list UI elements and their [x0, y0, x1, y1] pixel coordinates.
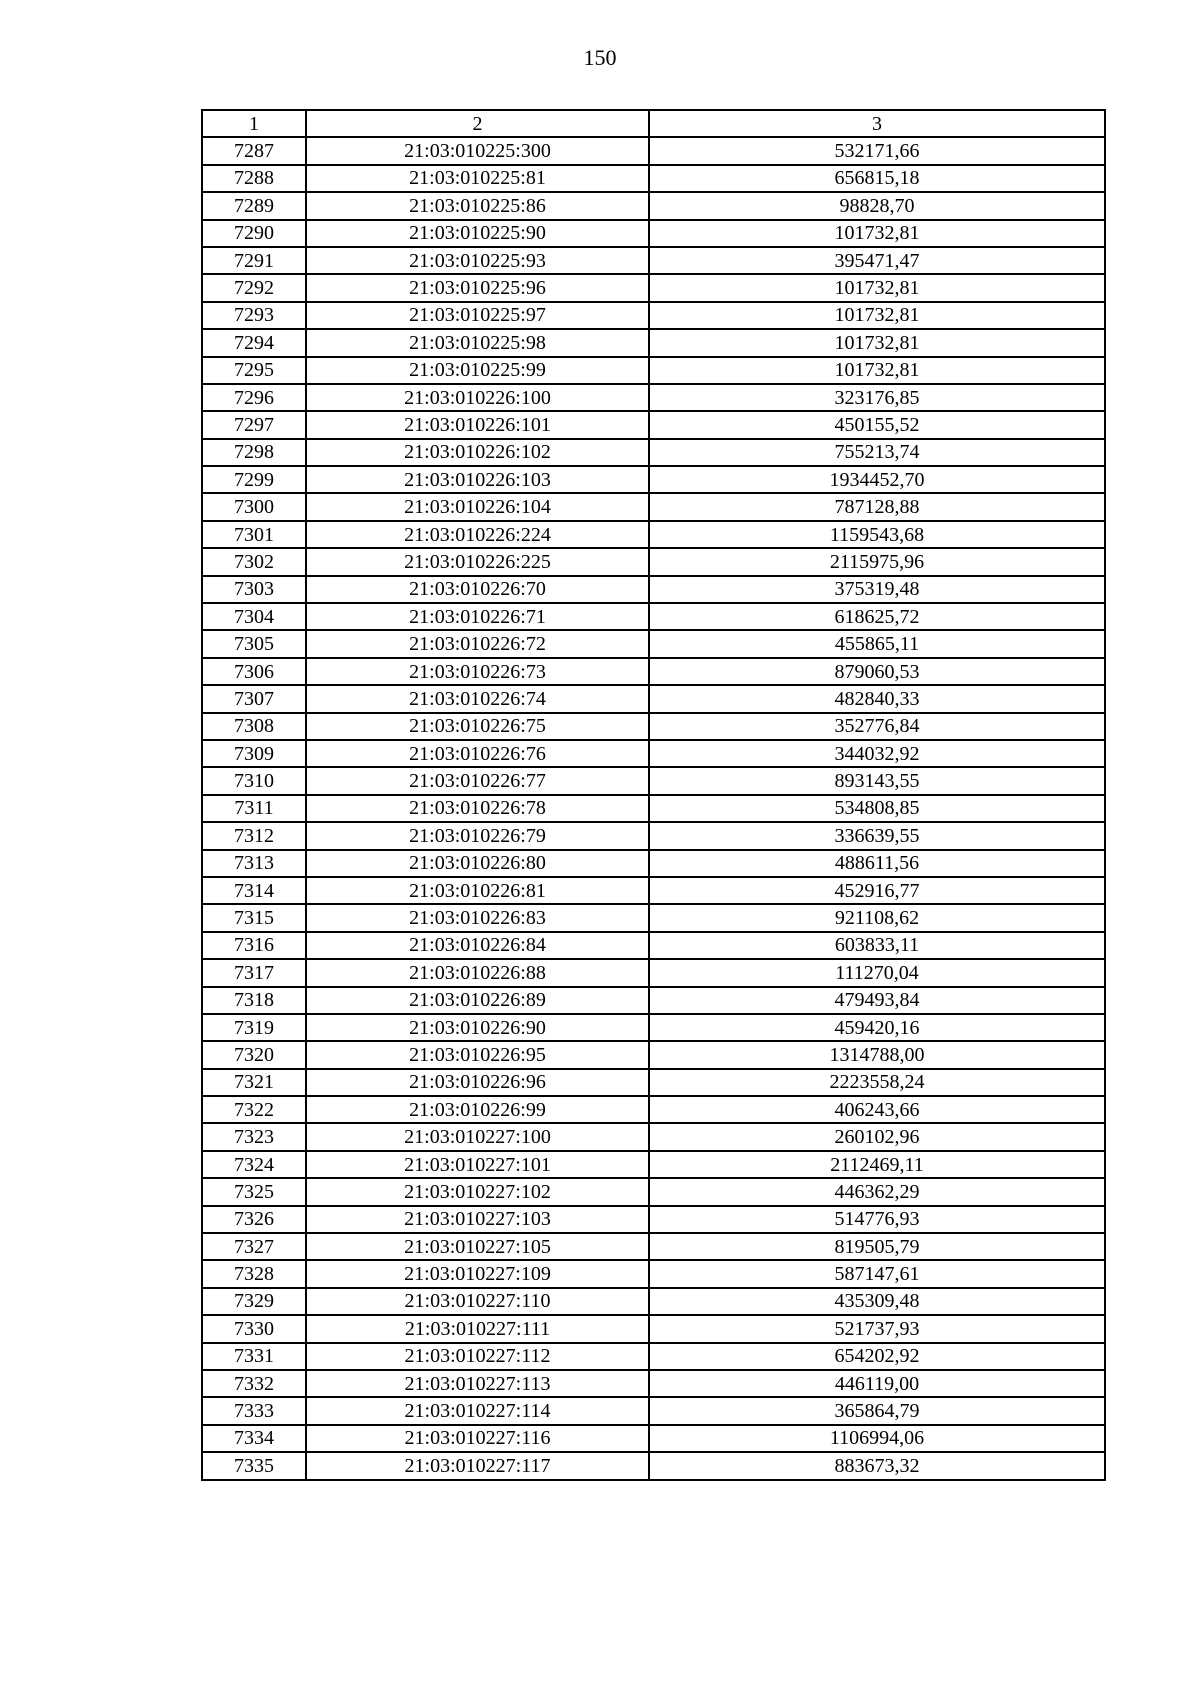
- row-number-cell: 7305: [202, 630, 306, 657]
- table-row: [202, 192, 1105, 219]
- value-cell: 101732,81: [649, 274, 1105, 301]
- table-row: [202, 959, 1105, 986]
- cadastral-number-cell: 21:03:010227:117: [306, 1452, 649, 1479]
- row-number-cell: 7303: [202, 576, 306, 603]
- table-row: [202, 904, 1105, 931]
- table-row: [202, 1151, 1105, 1178]
- table-row: [202, 1425, 1105, 1452]
- cadastral-number-cell: 21:03:010226:77: [306, 767, 649, 794]
- row-number-cell: 7328: [202, 1260, 306, 1287]
- row-number-cell: 7327: [202, 1233, 306, 1260]
- value-cell: 435309,48: [649, 1288, 1105, 1315]
- row-number-cell: 7326: [202, 1206, 306, 1233]
- value-cell: 101732,81: [649, 357, 1105, 384]
- value-cell: 101732,81: [649, 302, 1105, 329]
- cadastral-number-cell: 21:03:010226:104: [306, 493, 649, 520]
- cadastral-number-cell: 21:03:010226:84: [306, 932, 649, 959]
- cadastral-number-cell: 21:03:010226:80: [306, 850, 649, 877]
- cadastral-number-cell: 21:03:010226:103: [306, 466, 649, 493]
- table-row: [202, 658, 1105, 685]
- page-number: 150: [583, 45, 617, 70]
- cadastral-number-cell: 21:03:010226:224: [306, 521, 649, 548]
- value-cell: 521737,93: [649, 1315, 1105, 1342]
- cadastral-number-cell: 21:03:010227:101: [306, 1151, 649, 1178]
- cadastral-number-cell: 21:03:010225:81: [306, 165, 649, 192]
- value-cell: 365864,79: [649, 1397, 1105, 1424]
- value-cell: 352776,84: [649, 713, 1105, 740]
- cadastral-number-cell: 21:03:010226:71: [306, 603, 649, 630]
- row-number-cell: 7335: [202, 1452, 306, 1479]
- table-row: [202, 932, 1105, 959]
- cadastral-number-cell: 21:03:010227:100: [306, 1123, 649, 1150]
- value-cell: 488611,56: [649, 850, 1105, 877]
- row-number-cell: 7293: [202, 302, 306, 329]
- cadastral-number-cell: 21:03:010226:79: [306, 822, 649, 849]
- cadastral-number-cell: 21:03:010226:81: [306, 877, 649, 904]
- value-cell: 395471,47: [649, 247, 1105, 274]
- value-cell: 883673,32: [649, 1452, 1105, 1479]
- value-cell: 656815,18: [649, 165, 1105, 192]
- cadastral-number-cell: 21:03:010227:113: [306, 1370, 649, 1397]
- table-row: [202, 1288, 1105, 1315]
- table-row: [202, 247, 1105, 274]
- value-cell: 654202,92: [649, 1343, 1105, 1370]
- row-number-cell: 7298: [202, 439, 306, 466]
- table-row: [202, 274, 1105, 301]
- value-cell: 1106994,06: [649, 1425, 1105, 1452]
- cadastral-number-cell: 21:03:010226:225: [306, 548, 649, 575]
- cadastral-number-cell: 21:03:010226:76: [306, 740, 649, 767]
- table-row: [202, 685, 1105, 712]
- cadastral-number-cell: 21:03:010226:100: [306, 384, 649, 411]
- row-number-cell: 7287: [202, 137, 306, 164]
- table-row: [202, 165, 1105, 192]
- table-row: [202, 411, 1105, 438]
- table-row: [202, 987, 1105, 1014]
- cadastral-number-cell: 21:03:010226:70: [306, 576, 649, 603]
- value-cell: 2115975,96: [649, 548, 1105, 575]
- cadastral-number-cell: 21:03:010225:93: [306, 247, 649, 274]
- row-number-cell: 7334: [202, 1425, 306, 1452]
- row-number-cell: 7295: [202, 357, 306, 384]
- value-cell: 323176,85: [649, 384, 1105, 411]
- row-number-cell: 7330: [202, 1315, 306, 1342]
- cadastral-number-cell: 21:03:010225:97: [306, 302, 649, 329]
- table-row: [202, 713, 1105, 740]
- row-number-cell: 7300: [202, 493, 306, 520]
- table-row: [202, 1233, 1105, 1260]
- value-cell: 603833,11: [649, 932, 1105, 959]
- value-cell: 755213,74: [649, 439, 1105, 466]
- row-number-cell: 7304: [202, 603, 306, 630]
- column-header-1: 1: [202, 110, 306, 137]
- table-row: [202, 576, 1105, 603]
- value-cell: 375319,48: [649, 576, 1105, 603]
- value-cell: 618625,72: [649, 603, 1105, 630]
- table-row: [202, 1069, 1105, 1096]
- cadastral-number-cell: 21:03:010227:103: [306, 1206, 649, 1233]
- cadastral-number-cell: 21:03:010225:300: [306, 137, 649, 164]
- cadastral-number-cell: 21:03:010227:105: [306, 1233, 649, 1260]
- value-cell: 819505,79: [649, 1233, 1105, 1260]
- table-row: [202, 1123, 1105, 1150]
- cadastral-number-cell: 21:03:010227:109: [306, 1260, 649, 1287]
- cadastral-number-cell: 21:03:010226:73: [306, 658, 649, 685]
- value-cell: 406243,66: [649, 1096, 1105, 1123]
- row-number-cell: 7317: [202, 959, 306, 986]
- table-row: [202, 384, 1105, 411]
- row-number-cell: 7296: [202, 384, 306, 411]
- table-row: [202, 1260, 1105, 1287]
- row-number-cell: 7324: [202, 1151, 306, 1178]
- row-number-cell: 7316: [202, 932, 306, 959]
- table-row: [202, 493, 1105, 520]
- cadastral-number-cell: 21:03:010227:102: [306, 1178, 649, 1205]
- row-number-cell: 7302: [202, 548, 306, 575]
- value-cell: 455865,11: [649, 630, 1105, 657]
- value-cell: 459420,16: [649, 1014, 1105, 1041]
- table-row: [202, 329, 1105, 356]
- value-cell: 587147,61: [649, 1260, 1105, 1287]
- table-row: [202, 850, 1105, 877]
- table-row: [202, 521, 1105, 548]
- table-row: [202, 1452, 1105, 1479]
- row-number-cell: 7289: [202, 192, 306, 219]
- row-number-cell: 7288: [202, 165, 306, 192]
- cadastral-number-cell: 21:03:010226:96: [306, 1069, 649, 1096]
- row-number-cell: 7315: [202, 904, 306, 931]
- table-header: [202, 110, 1105, 137]
- row-number-cell: 7291: [202, 247, 306, 274]
- table-row: [202, 466, 1105, 493]
- value-cell: 2223558,24: [649, 1069, 1105, 1096]
- cadastral-number-cell: 21:03:010226:89: [306, 987, 649, 1014]
- table-row: [202, 822, 1105, 849]
- value-cell: 879060,53: [649, 658, 1105, 685]
- cadastral-number-cell: 21:03:010226:75: [306, 713, 649, 740]
- row-number-cell: 7320: [202, 1041, 306, 1068]
- cadastral-number-cell: 21:03:010226:102: [306, 439, 649, 466]
- value-cell: 893143,55: [649, 767, 1105, 794]
- column-header-3: 3: [649, 110, 1105, 137]
- table-row: [202, 1096, 1105, 1123]
- table-row: [202, 1397, 1105, 1424]
- cadastral-number-cell: 21:03:010227:116: [306, 1425, 649, 1452]
- row-number-cell: 7312: [202, 822, 306, 849]
- value-cell: 336639,55: [649, 822, 1105, 849]
- value-cell: 344032,92: [649, 740, 1105, 767]
- row-number-cell: 7309: [202, 740, 306, 767]
- row-number-cell: 7313: [202, 850, 306, 877]
- cadastral-number-cell: 21:03:010225:98: [306, 329, 649, 356]
- row-number-cell: 7331: [202, 1343, 306, 1370]
- data-table: [201, 109, 1106, 1481]
- cadastral-number-cell: 21:03:010226:95: [306, 1041, 649, 1068]
- table-body: [202, 137, 1105, 1479]
- row-number-cell: 7292: [202, 274, 306, 301]
- table-row: [202, 795, 1105, 822]
- row-number-cell: 7306: [202, 658, 306, 685]
- table-row: [202, 137, 1105, 164]
- value-cell: 111270,04: [649, 959, 1105, 986]
- value-cell: 450155,52: [649, 411, 1105, 438]
- table-row: [202, 548, 1105, 575]
- value-cell: 479493,84: [649, 987, 1105, 1014]
- value-cell: 101732,81: [649, 220, 1105, 247]
- cadastral-number-cell: 21:03:010225:96: [306, 274, 649, 301]
- table-row: [202, 439, 1105, 466]
- value-cell: 482840,33: [649, 685, 1105, 712]
- row-number-cell: 7325: [202, 1178, 306, 1205]
- value-cell: 446362,29: [649, 1178, 1105, 1205]
- value-cell: 260102,96: [649, 1123, 1105, 1150]
- cadastral-number-cell: 21:03:010227:112: [306, 1343, 649, 1370]
- value-cell: 787128,88: [649, 493, 1105, 520]
- row-number-cell: 7308: [202, 713, 306, 740]
- value-cell: 921108,62: [649, 904, 1105, 931]
- row-number-cell: 7318: [202, 987, 306, 1014]
- row-number-cell: 7297: [202, 411, 306, 438]
- table-row: [202, 603, 1105, 630]
- cadastral-number-cell: 21:03:010226:90: [306, 1014, 649, 1041]
- value-cell: 101732,81: [649, 329, 1105, 356]
- cadastral-number-cell: 21:03:010226:72: [306, 630, 649, 657]
- row-number-cell: 7307: [202, 685, 306, 712]
- table-row: [202, 1178, 1105, 1205]
- row-number-cell: 7314: [202, 877, 306, 904]
- cadastral-number-cell: 21:03:010225:90: [306, 220, 649, 247]
- table-row: [202, 357, 1105, 384]
- table-row: [202, 877, 1105, 904]
- row-number-cell: 7294: [202, 329, 306, 356]
- cadastral-number-cell: 21:03:010227:111: [306, 1315, 649, 1342]
- table-row: [202, 1370, 1105, 1397]
- row-number-cell: 7323: [202, 1123, 306, 1150]
- table-row: [202, 1041, 1105, 1068]
- cadastral-number-cell: 21:03:010226:99: [306, 1096, 649, 1123]
- row-number-cell: 7332: [202, 1370, 306, 1397]
- header-row: [202, 110, 1105, 137]
- table-row: [202, 740, 1105, 767]
- cadastral-number-cell: 21:03:010227:110: [306, 1288, 649, 1315]
- cadastral-number-cell: 21:03:010226:88: [306, 959, 649, 986]
- cadastral-number-cell: 21:03:010225:99: [306, 357, 649, 384]
- value-cell: 1159543,68: [649, 521, 1105, 548]
- row-number-cell: 7322: [202, 1096, 306, 1123]
- table-row: [202, 630, 1105, 657]
- value-cell: 534808,85: [649, 795, 1105, 822]
- value-cell: 446119,00: [649, 1370, 1105, 1397]
- cadastral-number-cell: 21:03:010226:101: [306, 411, 649, 438]
- table-row: [202, 302, 1105, 329]
- table-row: [202, 1343, 1105, 1370]
- value-cell: 452916,77: [649, 877, 1105, 904]
- row-number-cell: 7329: [202, 1288, 306, 1315]
- cadastral-number-cell: 21:03:010225:86: [306, 192, 649, 219]
- table-row: [202, 1014, 1105, 1041]
- value-cell: 98828,70: [649, 192, 1105, 219]
- table-row: [202, 1315, 1105, 1342]
- table-row: [202, 767, 1105, 794]
- table-row: [202, 1206, 1105, 1233]
- column-header-2: 2: [306, 110, 649, 137]
- row-number-cell: 7299: [202, 466, 306, 493]
- cadastral-number-cell: 21:03:010226:78: [306, 795, 649, 822]
- row-number-cell: 7310: [202, 767, 306, 794]
- row-number-cell: 7319: [202, 1014, 306, 1041]
- value-cell: 532171,66: [649, 137, 1105, 164]
- row-number-cell: 7290: [202, 220, 306, 247]
- cadastral-number-cell: 21:03:010226:83: [306, 904, 649, 931]
- value-cell: 1314788,00: [649, 1041, 1105, 1068]
- table-row: [202, 220, 1105, 247]
- row-number-cell: 7311: [202, 795, 306, 822]
- row-number-cell: 7301: [202, 521, 306, 548]
- row-number-cell: 7333: [202, 1397, 306, 1424]
- cadastral-number-cell: 21:03:010227:114: [306, 1397, 649, 1424]
- cadastral-number-cell: 21:03:010226:74: [306, 685, 649, 712]
- value-cell: 514776,93: [649, 1206, 1105, 1233]
- value-cell: 1934452,70: [649, 466, 1105, 493]
- row-number-cell: 7321: [202, 1069, 306, 1096]
- value-cell: 2112469,11: [649, 1151, 1105, 1178]
